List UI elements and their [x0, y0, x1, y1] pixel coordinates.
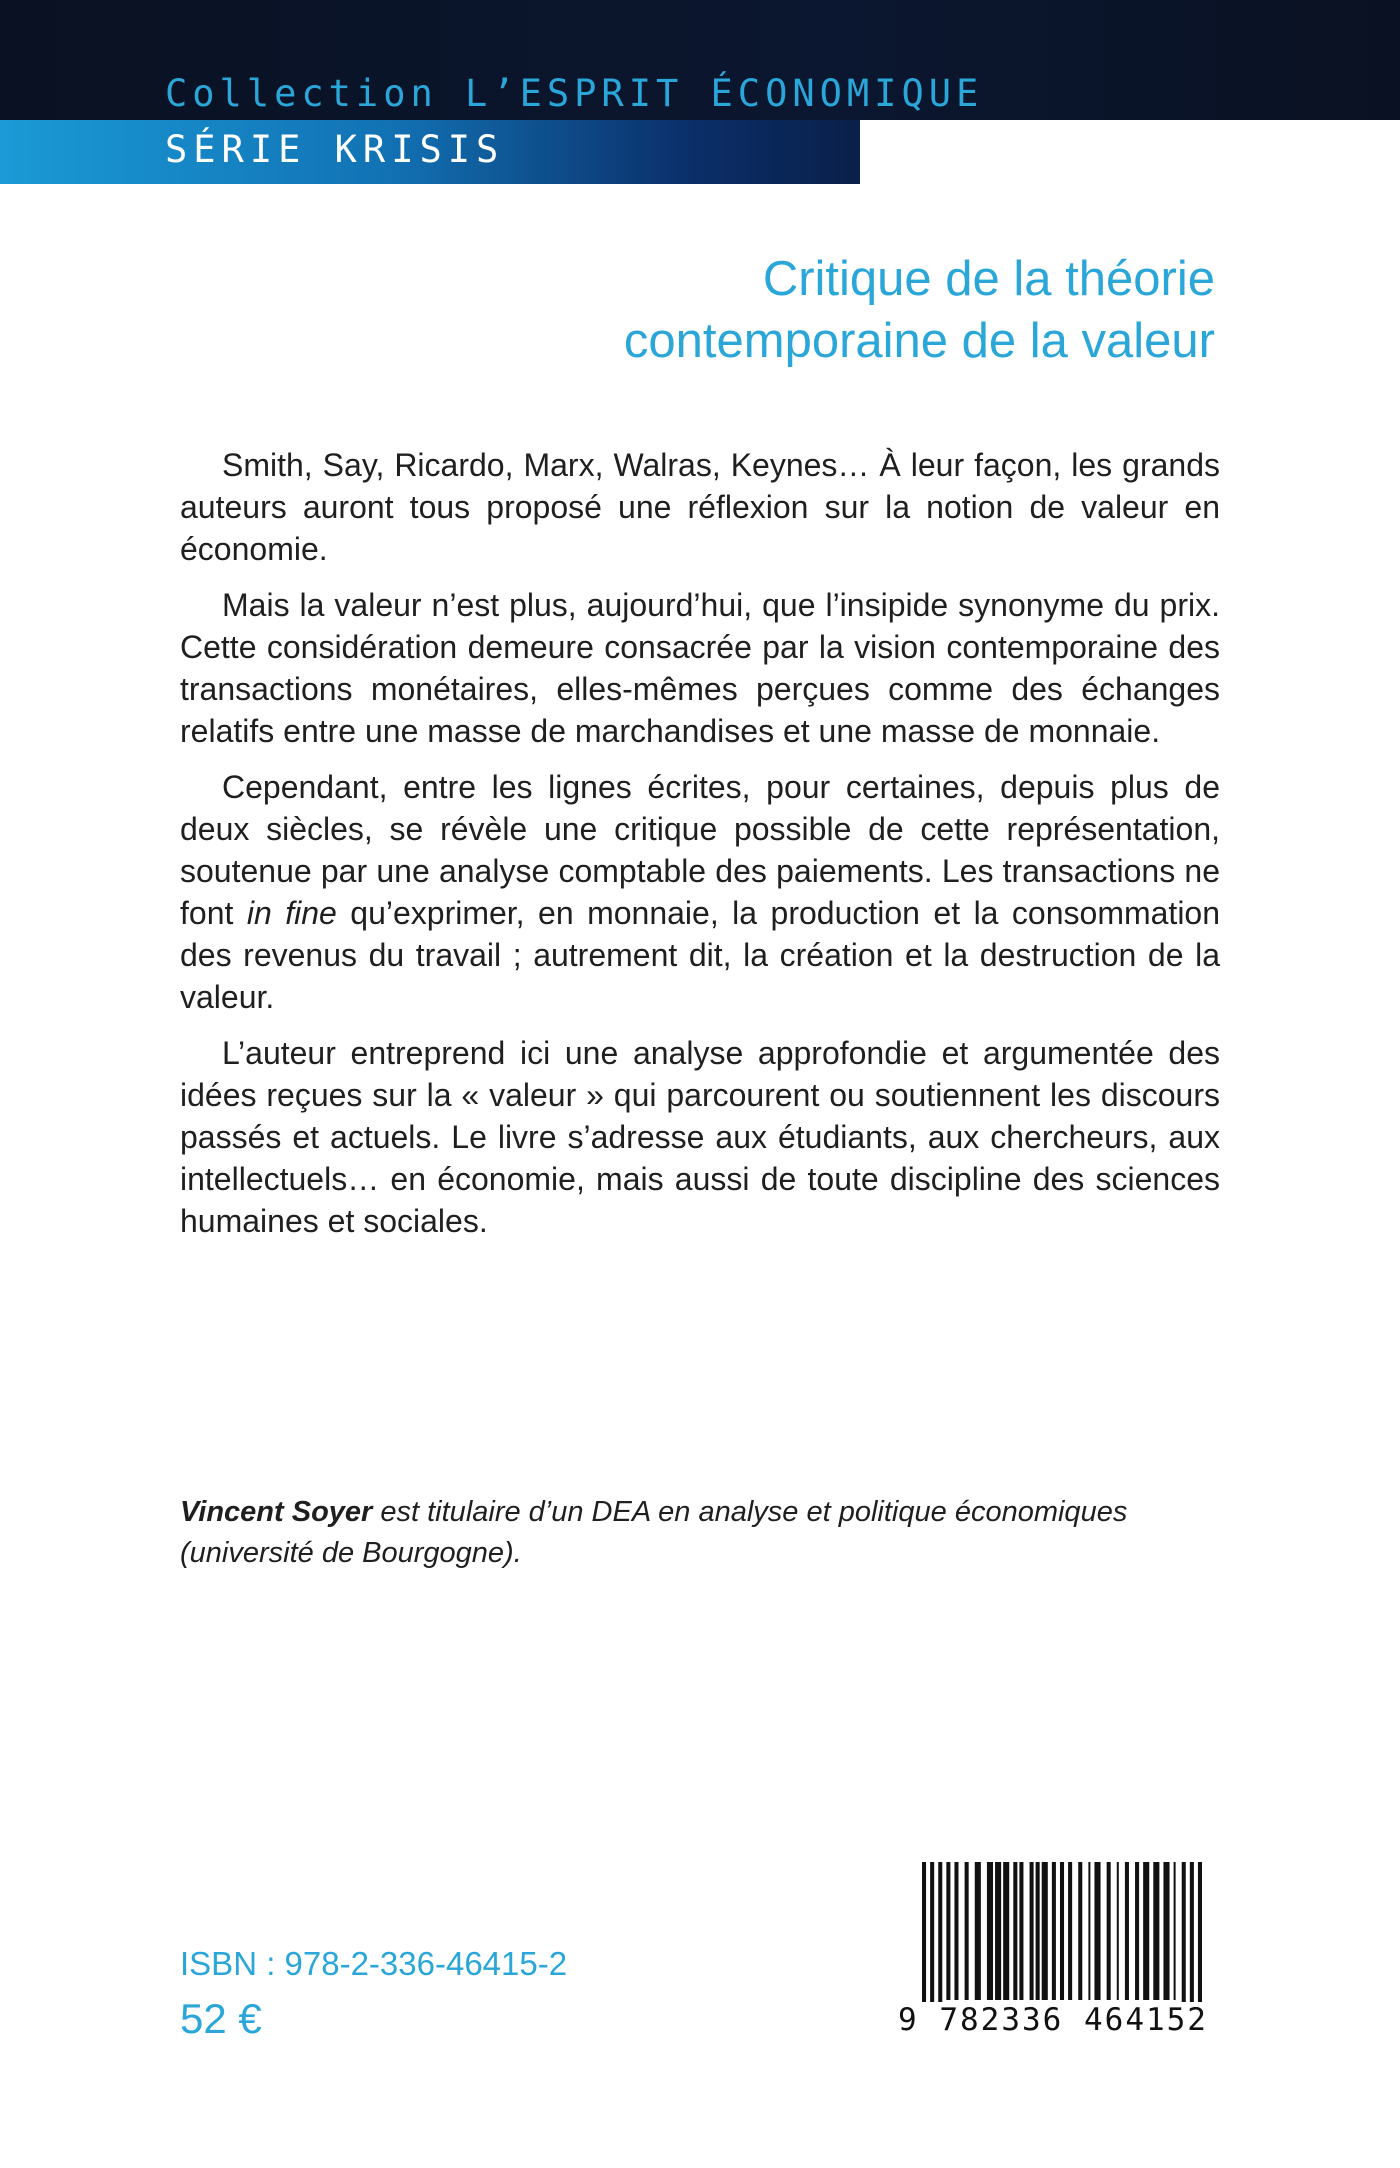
serie-label: SÉRIE KRISIS: [165, 128, 505, 171]
barcode: [893, 1862, 1213, 2042]
barcode-bar: [1107, 1862, 1111, 2000]
barcode-bar: [1163, 1862, 1169, 2000]
blurb-paragraph-3-end: qu’exprimer, en monnaie, la production et la consommation des revenus du travail ; autrement dit, la création et la destruction de la valeur.: [180, 895, 1221, 1015]
barcode-bar: [1182, 1862, 1186, 2012]
price-label: 52 €: [180, 1995, 262, 2042]
barcode-bar: [1174, 1862, 1176, 2000]
barcode-bar: [1153, 1862, 1159, 2000]
barcode-bar: [954, 1862, 958, 2000]
blurb-paragraph-4: L’auteur entreprend ici une analyse approfondie et argumentée des idées reçues sur la « valeur » qui parcourent ou soutiennent les discours passés et actuels. Le livre s’adresse aux étudiants, aux chercheurs, aux intellectuels… en économie, mais aussi de toute discipline des sciences humaines et sociales.: [180, 1035, 1220, 1239]
collection-label: Collection L’ESPRIT ÉCONOMIQUE: [165, 72, 984, 115]
author-name: Vincent Soyer: [180, 1496, 373, 1528]
barcode-bar: [987, 1862, 993, 2000]
barcode-bar: [922, 1862, 926, 2012]
book-title-line-2: contemporaine de la valeur: [623, 314, 1215, 368]
barcode-bar: [1036, 1862, 1040, 2000]
barcode-bars: [918, 1862, 1208, 2012]
blurb: [180, 444, 1220, 1256]
barcode-bar: [1042, 1862, 1048, 2000]
barcode-bar: [975, 1862, 981, 2000]
barcode-bar: [995, 1862, 1001, 2000]
barcode-bar: [1125, 1862, 1129, 2000]
author-note: [180, 1492, 1220, 1574]
barcode-bar: [1030, 1862, 1034, 2000]
barcode-bar: [965, 1862, 969, 2000]
barcode-bar: [1052, 1862, 1056, 2000]
barcode-bar: [1068, 1862, 1072, 2000]
barcode-bar: [930, 1862, 934, 2012]
barcode-bar: [946, 1862, 950, 2000]
barcode-bar: [1019, 1862, 1023, 2000]
barcode-bar: [1078, 1862, 1082, 2000]
blurb-paragraph-3-italic: in fine: [246, 895, 337, 931]
blurb-paragraph-3: [180, 766, 1220, 1018]
barcode-bar: [1198, 1862, 1202, 2012]
barcode-bar: [938, 1862, 942, 2012]
blurb-paragraph-3-start: Cependant, entre les lignes écrites, pour certaines, depuis plus de deux siècles, se révèle une critique possible de cette représentation, soutenue par une analyse comptable des paiements. Les transactions ne font: [180, 769, 1220, 931]
barcode-bar: [1143, 1862, 1149, 2000]
book-title-line-1: Critique de la théorie: [762, 252, 1215, 306]
blurb-paragraph-1: Smith, Say, Ricardo, Marx, Walras, Keynes… À leur façon, les grands auteurs auront tous proposé une réflexion sur la notion de valeur en économie.: [180, 447, 1220, 567]
barcode-bar: [1013, 1862, 1017, 2000]
barcode-bar: [1003, 1862, 1009, 2000]
barcode-digits: 9 782336 464152: [893, 2002, 1213, 2038]
blurb-paragraph-2: Mais la valeur n’est plus, aujourd’hui, que l’insipide synonyme du prix. Cette considération demeure consacrée par la vision contemporaine des transactions monétaires, elles-mêmes perçues comme des échanges relatifs entre une masse de marchandises et une masse de monnaie.: [180, 587, 1220, 749]
barcode-bar: [1117, 1862, 1119, 2000]
barcode-bar: [1060, 1862, 1064, 2000]
barcode-bar: [1135, 1862, 1139, 2000]
author-bio: est titulaire d’un DEA en analyse et politique économiques (université de Bourgogne).: [180, 1496, 1128, 1569]
book-title: [315, 248, 1215, 372]
isbn-label: ISBN : 978-2-336-46415-2: [180, 1945, 568, 1982]
barcode-bar: [1094, 1862, 1100, 2000]
barcode-bar: [1190, 1862, 1194, 2012]
barcode-bar: [1088, 1862, 1090, 2000]
